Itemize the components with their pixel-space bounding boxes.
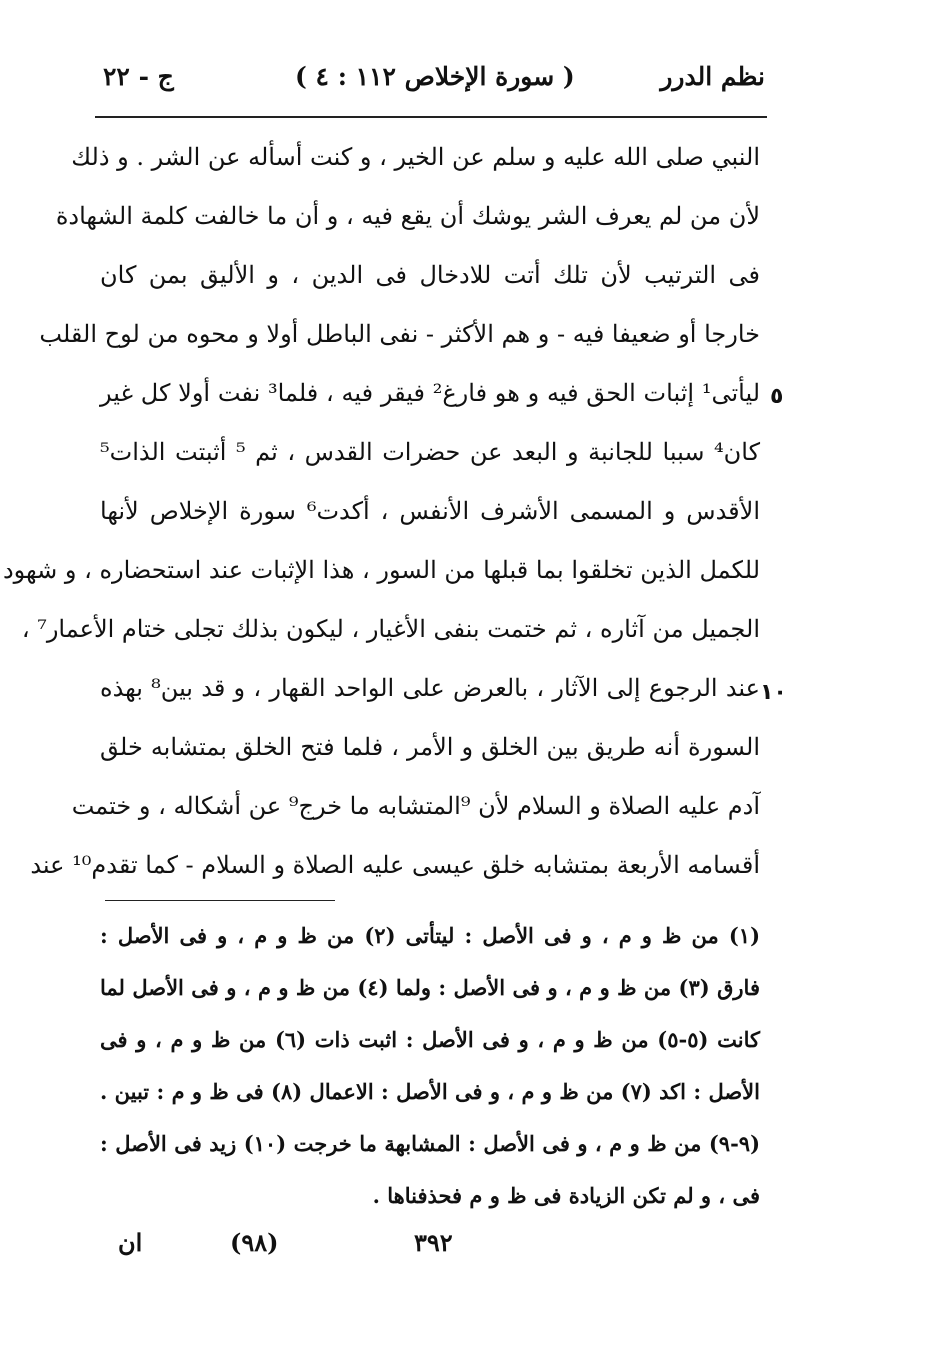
text-line: عند الرجوع إلى الآثار ، بالعرض على الواحد القهار ، و قد بين⁸ بهذه	[100, 674, 760, 702]
text-line: ليأتى¹ إثبات الحق فيه و هو فارغ² فيقر فيه ، فلما³ نفت أولا كل غير	[100, 379, 761, 407]
footnote-line: الأصل : اكد (٧) من ظ و م ، و فى الأصل : الاعمال (٨) فى ظ و م : تبين .	[100, 1079, 760, 1104]
text-line: للكمل الذين تخلقوا بما قبلها من السور ، هذا الإثبات عند استحضاره ، و شهود	[2, 556, 760, 584]
text-line: الأقدس و المسمى الأشرف الأنفس ، أكدت⁶ سورة الإخلاص لأنها	[100, 497, 761, 525]
text-line: خارجا أو ضعيفا فيه - و هم الأكثر - نفى الباطل أولا و محوه من لوح القلب	[39, 320, 760, 348]
page-header	[95, 62, 785, 106]
text-line: أقسامه الأربعة بمتشابه خلق عيسى عليه الصلاة و السلام - كما تقدم¹⁰ عند	[30, 851, 760, 879]
text-line: فى الترتيب لأن تلك أتت للادخال فى الدين ، و الأليق بمن كان	[100, 261, 760, 289]
line-number-5: ٥	[770, 384, 784, 409]
line-number-10: ١٠	[760, 680, 787, 705]
header-rule	[95, 116, 767, 118]
footnote-line: (١) من ظ و م ، و فى الأصل : ليتأتى (٢) من ظ و م ، و فى الأصل :	[100, 923, 761, 948]
footnote-line: فى ، و لم تكن الزيادة فى ظ و م فحذفناها .	[372, 1183, 760, 1208]
text-line: لأن من لم يعرف الشر يوشك أن يقع فيه ، و أن ما خالفت كلمة الشهادة	[55, 202, 760, 230]
volume-number: ج - ٢٢	[103, 62, 174, 91]
manuscript-page-number: (٩٨)	[230, 1228, 279, 1257]
main-text	[2, 128, 761, 895]
footnote-line: كانت (٥-٥) من ظ و م ، و فى الأصل : اثبت ذات (٦) من ظ و م ، و فى	[100, 1027, 760, 1052]
page-number: ٣٩٢	[414, 1228, 453, 1257]
footnote-separator	[105, 900, 335, 901]
text-line: السورة أنه طريق بين الخلق و الأمر ، فلما فتح الخلق بمتشابه خلق	[100, 733, 760, 761]
text-line: النبي صلى الله عليه و سلم عن الخير ، و كنت أسأله عن الشر . و ذلك	[71, 143, 760, 171]
text-line: الجميل من آثاره ، ثم ختمت بنفى الأغيار ، ليكون بذلك تجلى ختام الأعمار⁷ ،	[21, 615, 760, 643]
surah-reference: ( سورة الإخلاص ١١٢ : ٤ )	[295, 62, 575, 91]
text-line: آدم عليه الصلاة و السلام لأن ⁹المتشابه ما خرج⁹ عن أشكاله ، و ختمت	[71, 792, 760, 820]
footnotes	[100, 910, 760, 1222]
catchword: ان	[118, 1228, 143, 1257]
footnote-line: فارق (٣) من ظ و م ، و فى الأصل : ولما (٤) من ظ و م ، و فى الأصل لما	[100, 975, 760, 1000]
footnote-line: (٩-٩) من ظ و م ، و فى الأصل : المشابهة ما خرجت (١٠) زيد فى الأصل :	[100, 1131, 760, 1156]
book-title: نظم الدرر	[660, 62, 765, 91]
text-line: كان⁴ سببا للجانبة و البعد عن حضرات القدس ، ثم ⁵ أثبتت الذات⁵	[100, 438, 760, 466]
